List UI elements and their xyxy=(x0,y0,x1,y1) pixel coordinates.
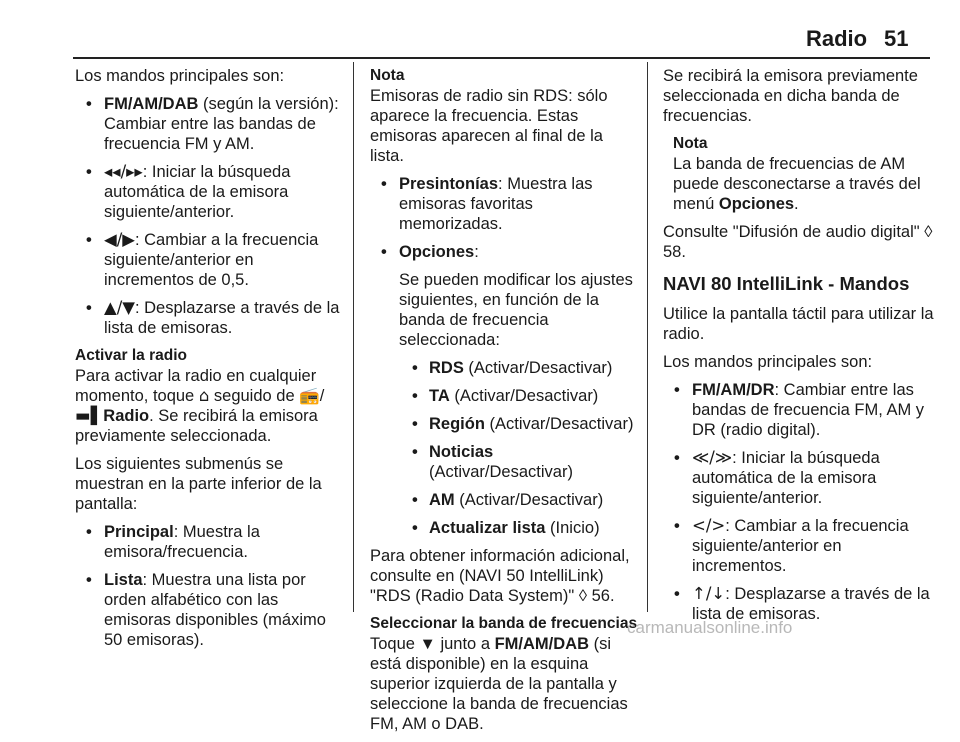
paragraph: Se recibirá la emisora previamente seleccionada en dicha banda de frecuencias. xyxy=(663,67,918,125)
list-item: • FM/AM/DAB (según la versión): Cambiar entre las bandas de frecuencia FM y AM. xyxy=(86,95,339,153)
home-icon: ⌂ xyxy=(198,386,210,405)
list-item: • Región (Activar/Desactivar) xyxy=(412,415,634,433)
note-text: Emisoras de radio sin RDS: sólo aparece la frecuencia. Estas emisoras aparecen al final de la lista. xyxy=(370,87,608,165)
section-heading: NAVI 80 IntelliLink - Mandos xyxy=(663,273,910,294)
column-3 xyxy=(663,66,935,632)
list-item: • Actualizar lista (Inicio) xyxy=(412,519,600,537)
controls-list xyxy=(663,380,935,624)
paragraph: Para activar la radio en cualquier momento, toque ⌂ seguido de 📻/ ▬▌Radio. Se recibirá la emisora previamente seleccionada. xyxy=(75,367,325,445)
options-text: Se pueden modificar los ajustes siguientes, en función de la banda de frecuencia seleccionada: xyxy=(399,271,633,349)
column-2 xyxy=(370,66,638,742)
paragraph: Consulte "Difusión de audio digital" ◊ 58. xyxy=(663,223,933,261)
paragraph: Los mandos principales son: xyxy=(663,353,873,371)
submenu-list xyxy=(75,522,347,650)
page-header xyxy=(0,0,960,58)
submenu-list xyxy=(370,174,638,262)
section-heading: Seleccionar la banda de frecuencias xyxy=(370,615,638,632)
paragraph: Los siguientes submenús se muestran en la parte inferior de la pantalla: xyxy=(75,455,322,513)
note-block xyxy=(663,134,935,214)
radio-small-icon: ▬▌ xyxy=(75,406,104,425)
list-item: • Presintonías: Muestra las emisoras favoritas memorizadas. xyxy=(381,175,593,233)
seek-icon: ◂◂/▸▸ xyxy=(104,162,143,181)
page-number: 51 xyxy=(884,26,909,51)
page-title: Radio xyxy=(806,26,868,51)
list-item: • Principal: Muestra la emisora/frecuencia. xyxy=(86,523,260,561)
list-item: • AM (Activar/Desactivar) xyxy=(412,491,604,509)
list-item: • Noticias (Activar/Desactivar) xyxy=(412,443,573,481)
seek-icon: ≪/≫ xyxy=(692,448,733,467)
paragraph: Utilice la pantalla táctil para utilizar la radio. xyxy=(663,305,934,343)
scroll-icon: ↑/↓ xyxy=(692,584,726,603)
column-1 xyxy=(75,66,347,658)
controls-list xyxy=(75,94,347,338)
list-item: • RDS (Activar/Desactivar) xyxy=(412,359,613,377)
list-item: • Opciones: xyxy=(381,243,479,261)
step-icon: ◀/▶ xyxy=(104,230,135,249)
column-divider-1 xyxy=(353,62,354,612)
list-item: • </>: Cambiar a la frecuencia siguiente/anterior en incrementos. xyxy=(674,516,909,575)
note-text: La banda de frecuencias de AM puede desconectarse a través del menú Opciones. xyxy=(673,155,921,213)
note-title: Nota xyxy=(370,67,405,84)
note-title: Nota xyxy=(673,135,708,152)
list-item: • ↑/↓: Desplazarse a través de la lista de emisoras. xyxy=(674,584,930,623)
scroll-icon: ▲/▼ xyxy=(104,298,135,317)
radio-icon: 📻 xyxy=(299,386,320,405)
list-item: • ◀/▶: Cambiar a la frecuencia siguiente/anterior en incrementos de 0,5. xyxy=(86,230,319,289)
list-item: • Lista: Muestra una lista por orden alfabético con las emisoras disponibles (máximo 50 emisoras). xyxy=(86,571,326,649)
list-item: • ◂◂/▸▸: Iniciar la búsqueda automática de la emisora siguiente/anterior. xyxy=(86,162,291,221)
list-item: • TA (Activar/Desactivar) xyxy=(412,387,599,405)
list-item: • ▲/▼: Desplazarse a través de la lista de emisoras. xyxy=(86,298,340,337)
header-rule xyxy=(73,57,930,59)
options-list xyxy=(370,358,638,538)
paragraph: Toque ▼ junto a FM/AM/DAB (si está disponible) en la esquina superior izquierda de la pantalla y seleccione la banda de frecuencias FM, AM o DAB. xyxy=(370,635,628,733)
list-item: • FM/AM/DR: Cambiar entre las bandas de frecuencia FM, AM y DR (radio digital). xyxy=(674,381,925,439)
list-item: • ≪/≫: Iniciar la búsqueda automática de la emisora siguiente/anterior. xyxy=(674,448,880,507)
section-heading: Activar la radio xyxy=(75,347,187,364)
intro-text: Los mandos principales son: xyxy=(75,67,285,85)
paragraph: Para obtener información adicional, consulte en (NAVI 50 IntelliLink) "RDS (Radio Data System)" ◊ 56. xyxy=(370,547,630,605)
column-divider-2 xyxy=(647,62,648,612)
watermark: carmanualsonline.info xyxy=(627,618,793,637)
step-icon: </> xyxy=(692,516,726,535)
